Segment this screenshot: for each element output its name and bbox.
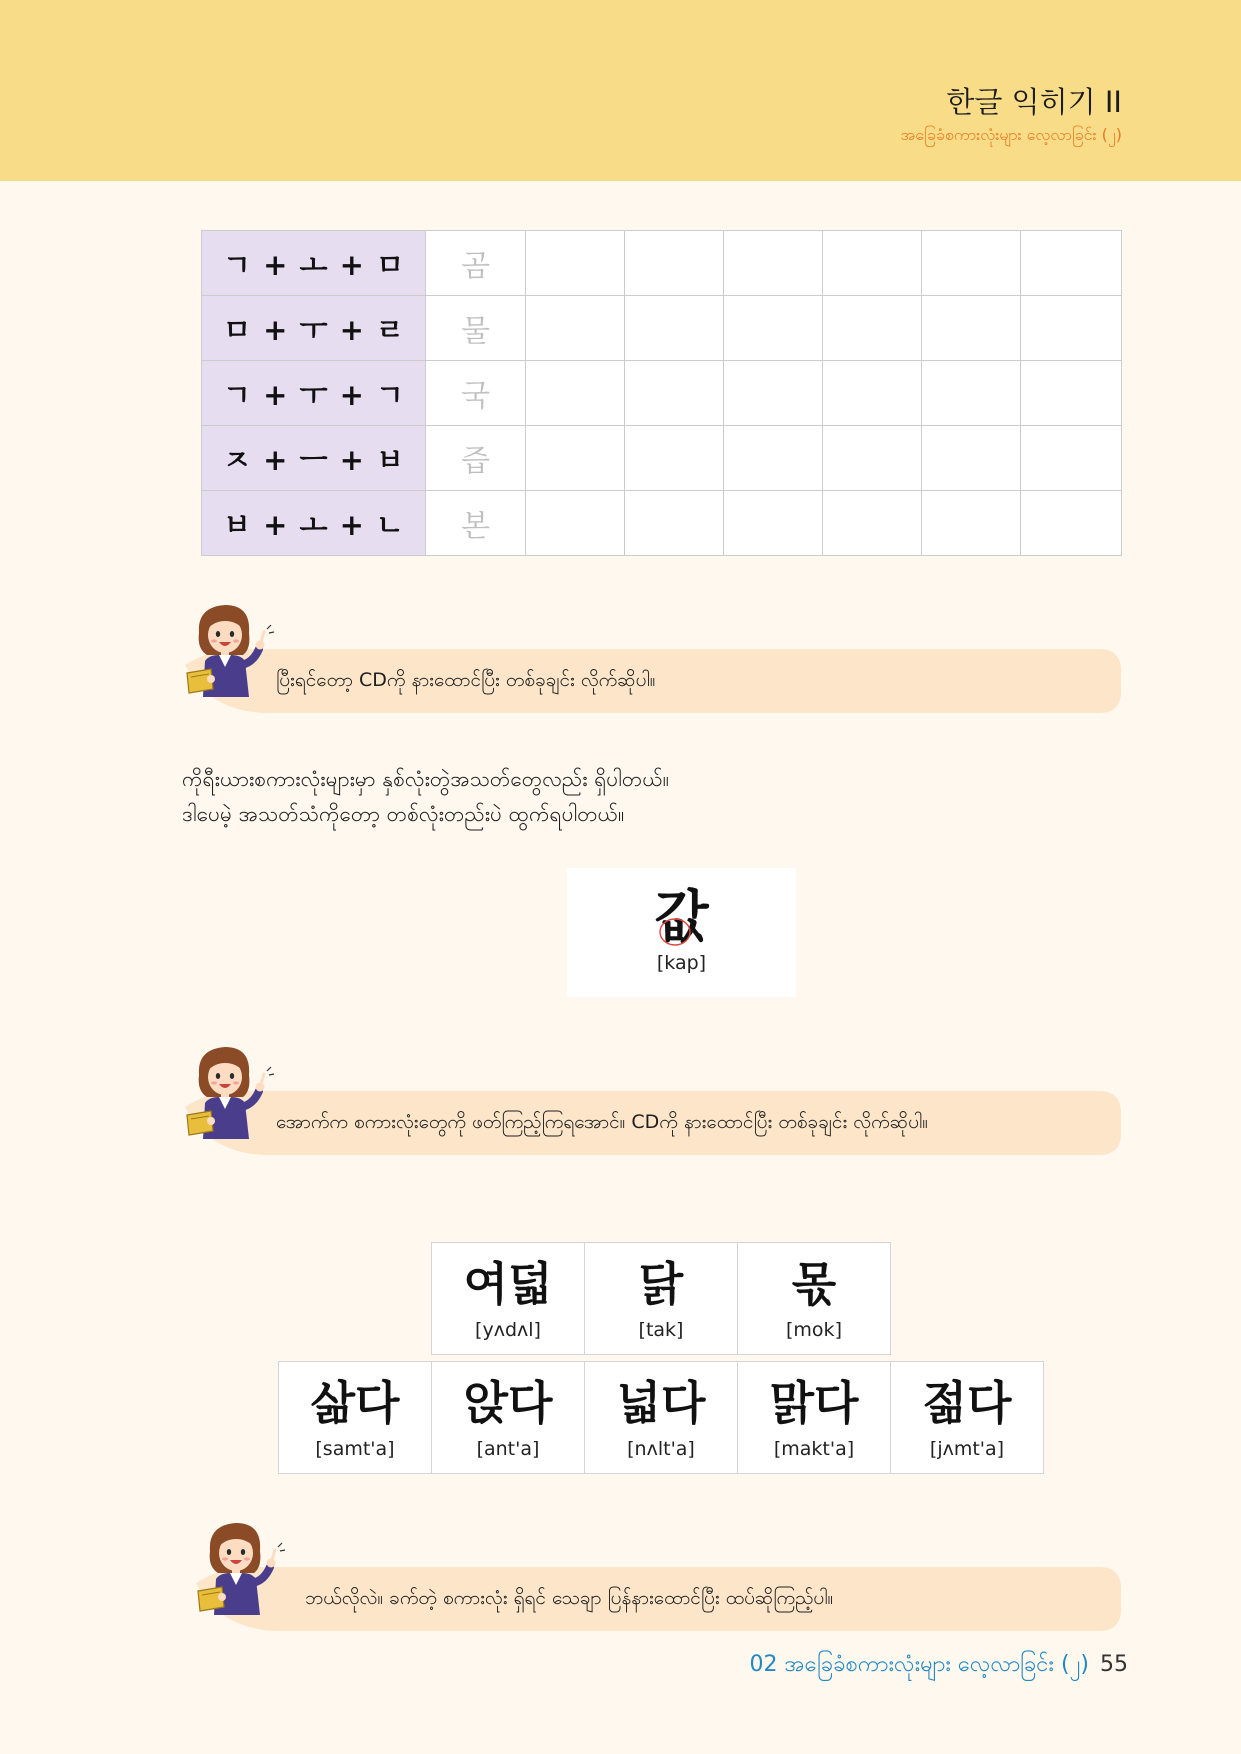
word-card-romanization: [ant'a] xyxy=(476,1438,540,1460)
writing-box xyxy=(724,296,823,361)
word-card-romanization: [tak] xyxy=(638,1319,684,1341)
practice-table xyxy=(201,230,1122,556)
writing-box xyxy=(1021,491,1122,556)
word-card xyxy=(279,1362,432,1474)
teacher-illustration xyxy=(196,1517,286,1617)
writing-box xyxy=(625,296,724,361)
jamo-components: ㄱ + ㅗ + ㅁ xyxy=(202,231,426,296)
page-footer xyxy=(750,1650,1129,1680)
writing-box xyxy=(922,361,1021,426)
example-romanization: [kap] xyxy=(656,952,707,974)
word-card-romanization: [samt'a] xyxy=(315,1438,395,1460)
writing-box xyxy=(922,231,1021,296)
practice-row xyxy=(202,296,1122,361)
writing-box xyxy=(823,491,922,556)
instruction-text: ဘယ်လိုလဲ။ ခက်တဲ့ စကားလုံး ရှိရင် သေချာ ပြန်နားထောင်ပြီး ထပ်ဆိုကြည့်ပါ။ xyxy=(305,1587,834,1609)
instruction-text: အောက်က စကားလုံးတွေကို ဖတ်ကြည့်ကြရအောင်။ CDကို နားထောင်ပြီး တစ်ခုချင်း လိုက်ဆိုပါ။ xyxy=(276,1111,928,1133)
syllable-guide: 곰 xyxy=(426,231,526,296)
instruction-text: ပြီးရင်တော့ CDကို နားထောင်ပြီး တစ်ခုချင်း လိုက်ဆိုပါ။ xyxy=(276,669,656,691)
syllable-guide: 즙 xyxy=(426,426,526,491)
writing-box xyxy=(1021,296,1122,361)
example-word: 값 xyxy=(654,885,709,950)
word-card-hangul: 맑다 xyxy=(769,1376,859,1430)
writing-box xyxy=(1021,231,1122,296)
writing-box xyxy=(1021,361,1122,426)
word-card-hangul: 몫 xyxy=(791,1257,837,1311)
word-card-hangul: 삶다 xyxy=(310,1376,400,1430)
jamo-components: ㄱ + ㅜ + ㄱ xyxy=(202,361,426,426)
word-card-hangul: 닭 xyxy=(638,1257,684,1311)
word-card xyxy=(432,1243,585,1355)
syllable-guide: 국 xyxy=(426,361,526,426)
page-subtitle: အခြေခံစကားလုံးများ လေ့လာခြင်း (၂) xyxy=(900,125,1122,144)
teacher-illustration xyxy=(185,1041,275,1141)
explanation-line: ကိုရီးယားစကားလုံးများမှာ နှစ်လုံးတွဲအသတ်တွေလည်း ရှိပါတယ်။ xyxy=(182,767,670,791)
practice-row xyxy=(202,491,1122,556)
word-card-romanization: [mok] xyxy=(786,1319,842,1341)
writing-box xyxy=(526,361,625,426)
writing-box xyxy=(1021,426,1122,491)
page-number: 55 xyxy=(1100,1652,1128,1677)
writing-box xyxy=(625,231,724,296)
instruction-callout xyxy=(185,1041,1121,1159)
writing-box xyxy=(823,426,922,491)
word-card-romanization: [makt'a] xyxy=(773,1438,855,1460)
writing-box xyxy=(823,296,922,361)
writing-box xyxy=(625,361,724,426)
practice-row xyxy=(202,361,1122,426)
writing-box xyxy=(823,361,922,426)
word-card-hangul: 넓다 xyxy=(616,1376,706,1430)
writing-box xyxy=(625,491,724,556)
word-card-romanization: [nʌlt'a] xyxy=(627,1438,695,1460)
explanation-line: ဒါပေမဲ့ အသတ်သံကိုတော့ တစ်လုံးတည်းပဲ ထွက်ရပါတယ်။ xyxy=(182,802,625,826)
jamo-components: ㅈ + ㅡ + ㅂ xyxy=(202,426,426,491)
instruction-callout xyxy=(196,1517,1121,1635)
word-card-romanization: [yʌdʌl] xyxy=(475,1319,541,1341)
writing-box xyxy=(724,231,823,296)
word-card xyxy=(585,1243,738,1355)
writing-box xyxy=(526,296,625,361)
writing-box xyxy=(922,491,1021,556)
footer-chapter: 02 အခြေခံစကားလုံးများ လေ့လာခြင်း (၂) xyxy=(749,1652,1089,1677)
jamo-components: ㅁ + ㅜ + ㄹ xyxy=(202,296,426,361)
word-card xyxy=(585,1362,738,1474)
word-card xyxy=(738,1362,891,1474)
writing-box xyxy=(922,296,1021,361)
writing-box xyxy=(526,231,625,296)
explanation-paragraph xyxy=(182,762,669,832)
writing-box xyxy=(724,426,823,491)
highlight-circle xyxy=(658,917,692,947)
practice-row xyxy=(202,426,1122,491)
word-card-romanization: [jʌmt'a] xyxy=(929,1438,1005,1460)
word-card-hangul: 앉다 xyxy=(463,1376,553,1430)
writing-box xyxy=(526,426,625,491)
writing-box xyxy=(823,231,922,296)
page-title: 한글 익히기 II xyxy=(946,85,1122,119)
writing-box xyxy=(922,426,1021,491)
jamo-components: ㅂ + ㅗ + ㄴ xyxy=(202,491,426,556)
word-card xyxy=(891,1362,1044,1474)
practice-row xyxy=(202,231,1122,296)
writing-box xyxy=(625,426,724,491)
writing-box xyxy=(724,491,823,556)
word-card-hangul: 여덟 xyxy=(463,1257,553,1311)
word-card-row xyxy=(278,1361,1044,1474)
word-card-row xyxy=(431,1242,891,1355)
word-card xyxy=(738,1243,891,1355)
writing-box xyxy=(526,491,625,556)
syllable-guide: 물 xyxy=(426,296,526,361)
example-card xyxy=(567,868,796,997)
syllable-guide: 본 xyxy=(426,491,526,556)
header-band xyxy=(0,0,1241,181)
word-card-hangul: 젊다 xyxy=(922,1376,1012,1430)
writing-box xyxy=(724,361,823,426)
teacher-illustration xyxy=(185,599,275,699)
word-card xyxy=(432,1362,585,1474)
instruction-callout xyxy=(185,599,1121,717)
